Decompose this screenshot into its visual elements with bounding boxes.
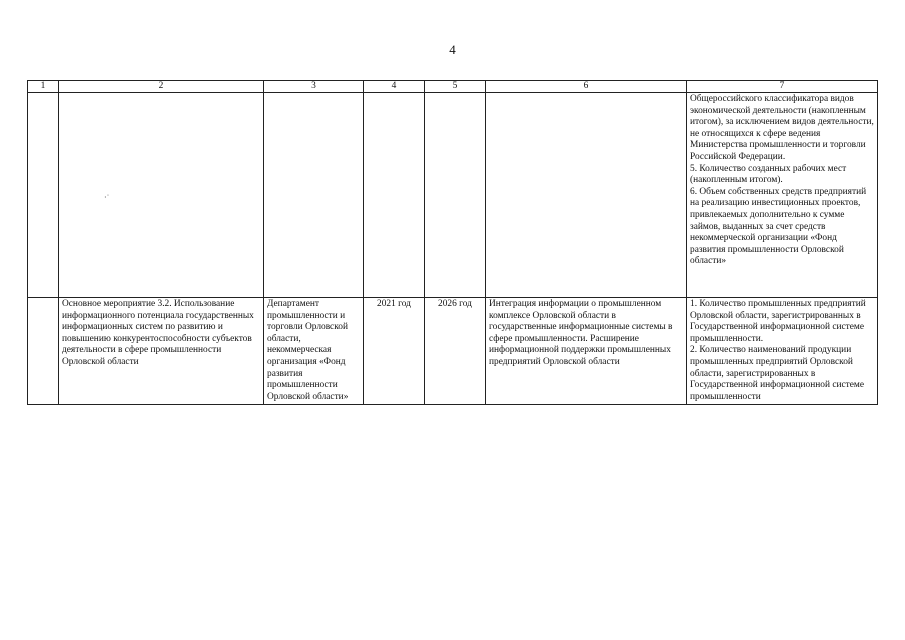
column-header-6: 6 [486, 81, 687, 93]
cell-executor [264, 93, 364, 298]
measures-table [27, 80, 878, 405]
cell-executor: Департамент промышленности и торговли Орловской области, некоммерческая организация «Фонд развития промышленности Орловской области» [264, 298, 364, 405]
table-row [28, 93, 878, 298]
cell-start-year: 2021 год [364, 298, 425, 405]
cell-number [28, 93, 59, 298]
cell-measure [59, 93, 264, 298]
column-header-2: 2 [59, 81, 264, 93]
column-header-5: 5 [425, 81, 486, 93]
cell-start-year [364, 93, 425, 298]
column-number-row [28, 81, 878, 93]
cell-end-year [425, 93, 486, 298]
scan-speck: ·˙ [104, 193, 110, 202]
column-header-4: 4 [364, 81, 425, 93]
column-header-7: 7 [687, 81, 878, 93]
cell-measure: Основное мероприятие 3.2. Использование информационного потенциала государственных информационных систем по развитию и повышению конкурентоспособности субъектов деятельности в сфере промышленности Орловской области [59, 298, 264, 405]
column-header-3: 3 [264, 81, 364, 93]
table-row [28, 298, 878, 405]
cell-indicators: 1. Количество промышленных предприятий Орловской области, зарегистрированных в Государственной информационной системе промышленности. 2. Количество наименований продукции промышленных предприятий Орловской области, зарегистрированных в Государственной информационной системе промышленности [687, 298, 878, 405]
cell-expected-result: Интеграция информации о промышленном комплексе Орловской области в государственные информационные системы в сфере промышленности. Расширение информационной поддержки промышленных предприятий Орловской области [486, 298, 687, 405]
cell-end-year: 2026 год [425, 298, 486, 405]
cell-number [28, 298, 59, 405]
column-header-1: 1 [28, 81, 59, 93]
cell-indicators: Общероссийского классификатора видов экономической деятельности (накопленным итогом), за исключением видов деятельности, не относящихся к сфере ведения Министерства промышленности и торговли Российской Федерации. 5. Количество созданных рабочих мест (накопленным итогом). 6. Объем собственных средств предприятий на реализацию инвестиционных проектов, привлекаемых дополнительно к сумме займов, выданных за счет средств некоммерческой организации «Фонд развития промышленности Орловской области» [687, 93, 878, 298]
page-number: 4 [449, 42, 456, 57]
cell-expected-result [486, 93, 687, 298]
